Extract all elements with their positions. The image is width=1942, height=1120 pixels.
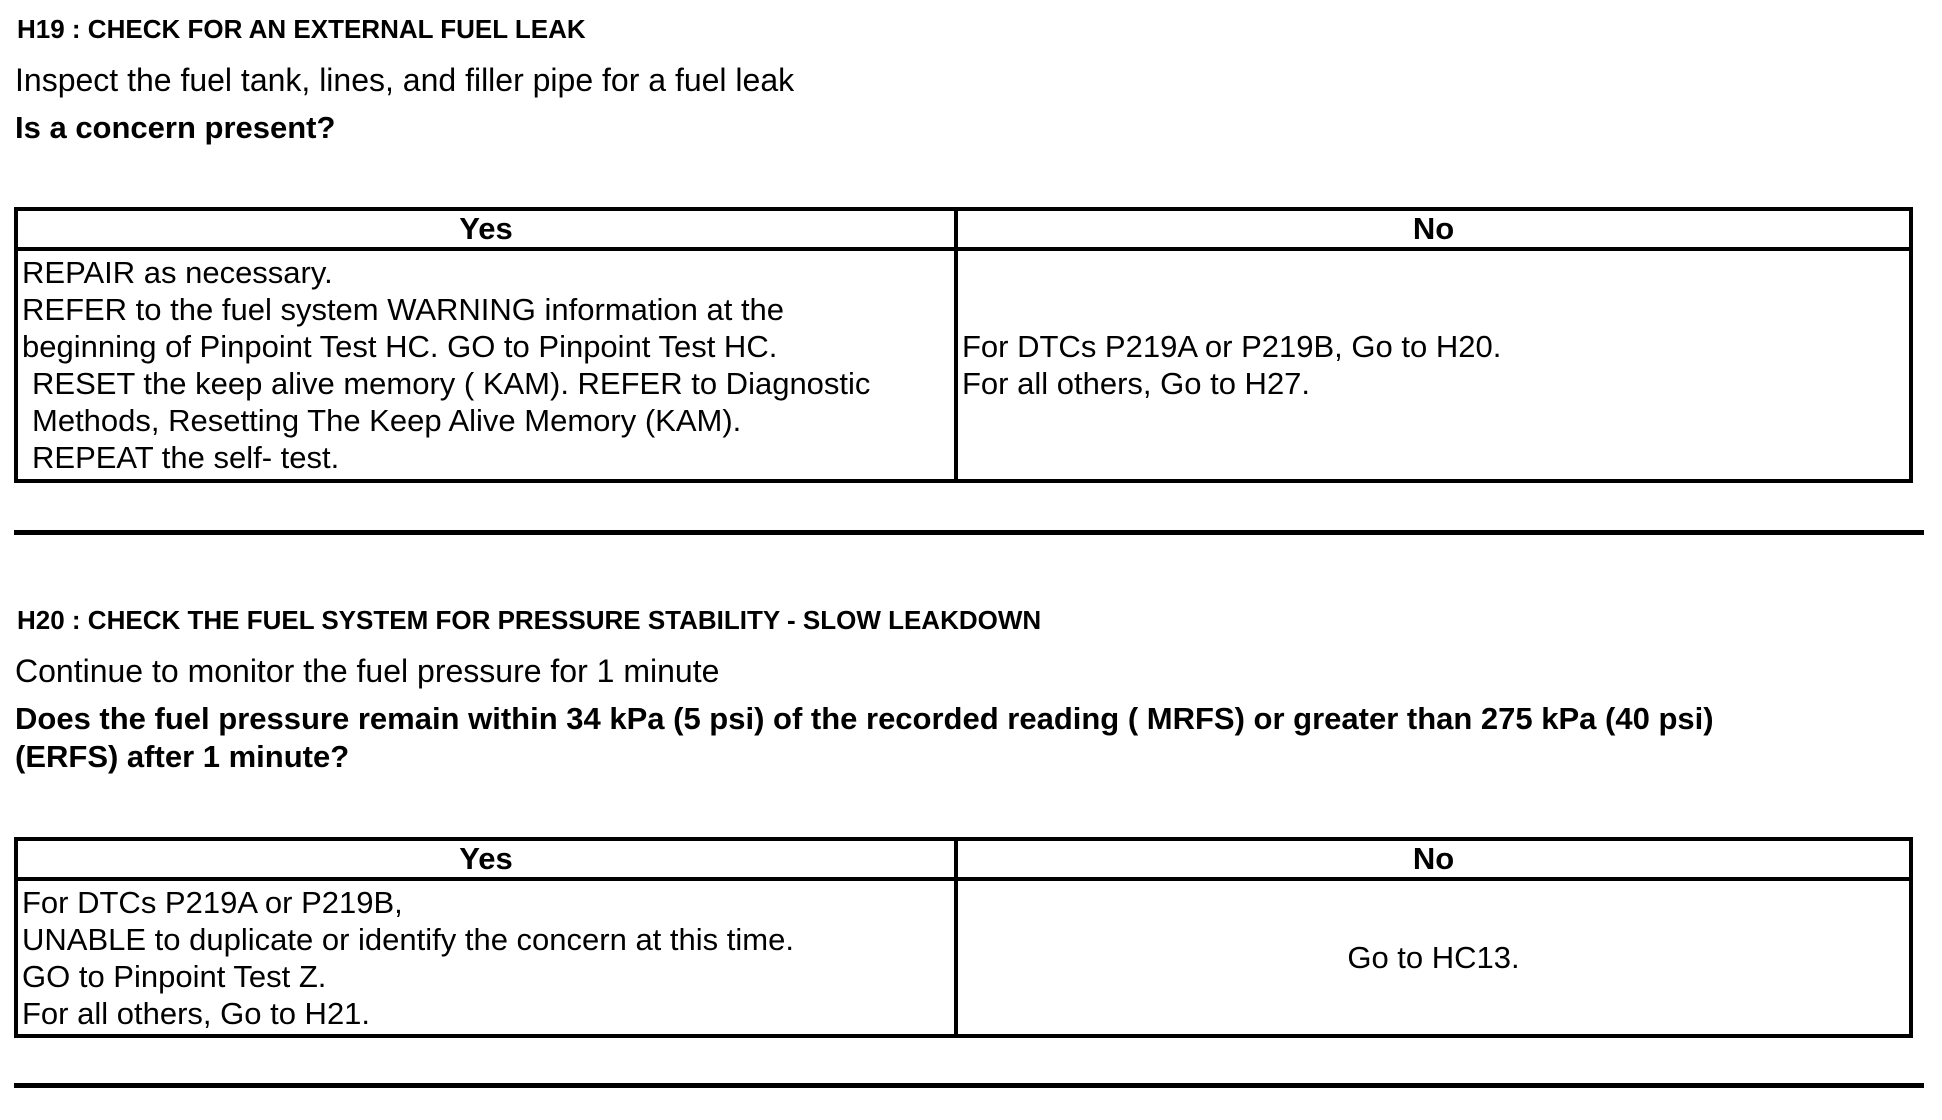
no-header: No <box>956 839 1911 879</box>
step-title-h20: H20 : CHECK THE FUEL SYSTEM FOR PRESSURE STABILITY - SLOW LEAKDOWN <box>17 605 1042 635</box>
instruction-h19: Inspect the fuel tank, lines, and filler pipe for a fuel leak <box>15 62 795 98</box>
question-line: (ERFS) after 1 minute? <box>15 739 350 774</box>
no-line: For DTCs P219A or P219B, Go to H20. <box>962 329 1502 364</box>
question-line: Is a concern present? <box>15 110 336 145</box>
yes-line: For all others, Go to H21. <box>22 995 371 1031</box>
section-divider <box>14 530 1924 535</box>
instruction-h20: Continue to monitor the fuel pressure for 1 minute <box>15 653 720 689</box>
no-line: Go to HC13. <box>1347 940 1520 975</box>
yes-line: RESET the keep alive memory ( KAM). REFER to Diagnostic <box>32 366 871 401</box>
yes-line: For DTCs P219A or P219B, <box>22 884 403 920</box>
no-cell <box>956 249 1911 481</box>
yes-header: Yes <box>16 209 956 249</box>
yes-line: REPEAT the self- test. <box>32 440 340 475</box>
question-h20 <box>15 700 1895 776</box>
yes-line: UNABLE to duplicate or identify the concern at this time. <box>22 921 794 957</box>
question-h19 <box>15 109 1895 147</box>
yes-line: beginning of Pinpoint Test HC. GO to Pinpoint Test HC. <box>22 329 778 364</box>
table-row <box>16 879 1911 1036</box>
yes-header: Yes <box>16 839 956 879</box>
table-header-row <box>16 209 1911 249</box>
step-title-h19: H19 : CHECK FOR AN EXTERNAL FUEL LEAK <box>17 14 586 44</box>
decision-table-h20 <box>14 837 1913 1038</box>
yes-line: REPAIR as necessary. <box>22 255 333 290</box>
decision-table-h19 <box>14 207 1913 483</box>
yes-line: Methods, Resetting The Keep Alive Memory (KAM). <box>32 403 742 438</box>
section-divider <box>14 1083 1924 1088</box>
yes-line: GO to Pinpoint Test Z. <box>22 958 327 994</box>
yes-cell <box>16 879 956 1036</box>
yes-line: REFER to the fuel system WARNING information at the <box>22 292 785 327</box>
no-cell <box>956 879 1911 1036</box>
no-line: For all others, Go to H27. <box>962 366 1311 401</box>
no-header: No <box>956 209 1911 249</box>
table-row <box>16 249 1911 481</box>
table-header-row <box>16 839 1911 879</box>
question-line: Does the fuel pressure remain within 34 kPa (5 psi) of the recorded reading ( MRFS) or greater than 275 kPa (40 psi) <box>15 701 1714 736</box>
yes-cell <box>16 249 956 481</box>
